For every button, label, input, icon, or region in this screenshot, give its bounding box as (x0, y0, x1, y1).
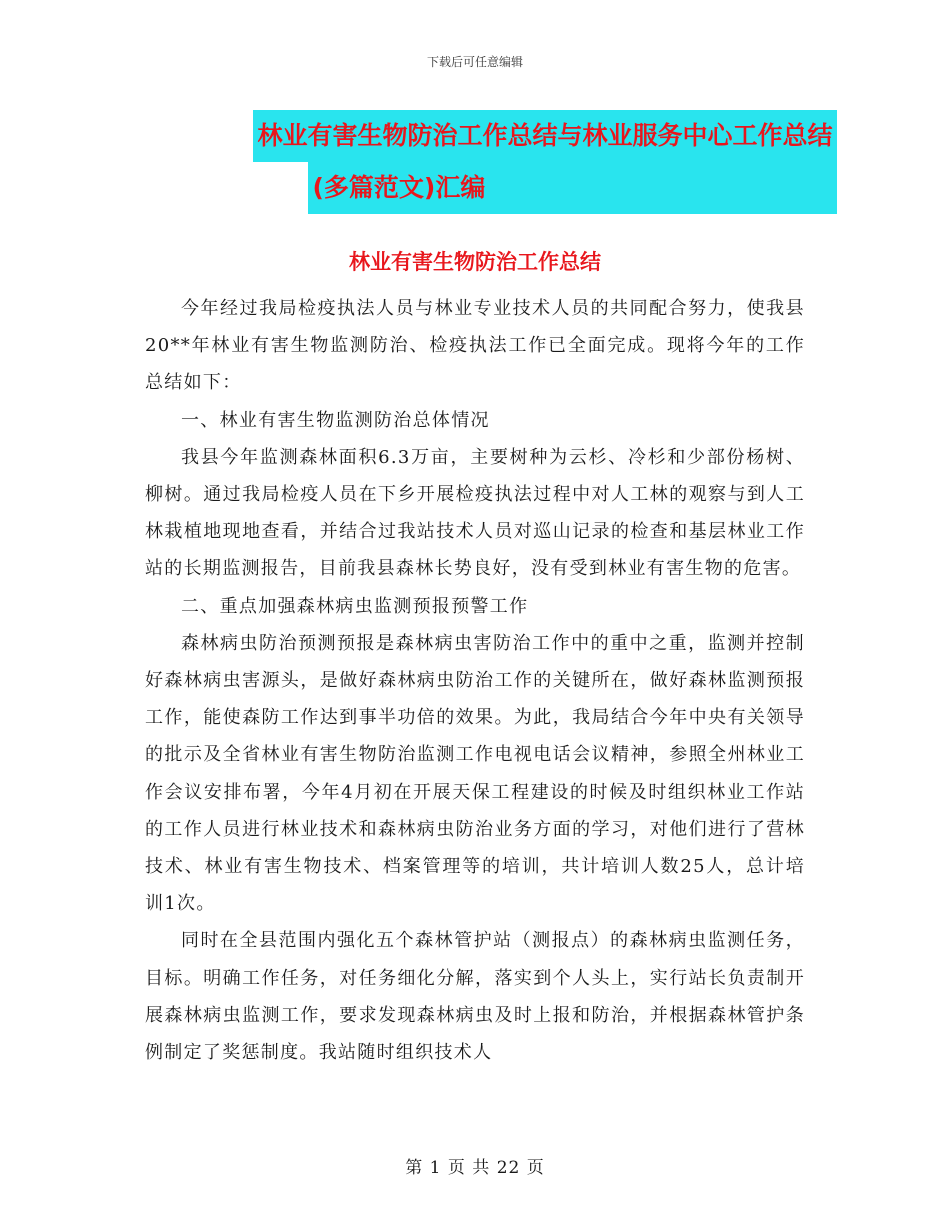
paragraph: 二、重点加强森林病虫监测预报预警工作 (181, 595, 529, 617)
section-title: 林业有害生物防治工作总结 (349, 250, 601, 274)
title-line-2-text: (多篇范文)汇编 (312, 173, 486, 202)
document-title (0, 110, 950, 214)
title-line-1-text: 林业有害生物防治工作总结与林业服务中心工作总结 (257, 121, 833, 150)
paragraph: 今年经过我局检疫执法人员与林业专业技术人员的共同配合努力，使我县20**年林业有害生物监测防治、检疫执法工作已全面完成。现将今年的工作总结如下： (145, 298, 805, 394)
title-line-1 (253, 110, 836, 162)
paragraph: 一、林业有害生物监测防治总体情况 (181, 409, 490, 431)
main-title (113, 110, 836, 214)
paragraph: 同时在全县范围内强化五个森林管护站（测报点）的森林病虫监测任务，目标。明确工作任务，对任务细化分解，落实到个人头上，实行站长负责制开展森林病虫监测工作，要求发现森林病虫及时上报和防治，并根据森林管护条例制定了奖惩制度。我站随时组织技术人 (145, 930, 805, 1064)
body-text (145, 290, 805, 1071)
header-note: 下载后可任意编辑 (426, 55, 523, 69)
paragraph: 我县今年监测森林面积6.3万亩，主要树种为云杉、冷杉和少部份杨树、柳树。通过我局检疫人员在下乡开展检疫执法过程中对人工林的观察与到人工林栽植地现地查看，并结合过我站技术人员对巡山记录的检查和基层林业工作站的长期监测报告，目前我县森林长势良好，没有受到林业有害生物的危害。 (145, 446, 805, 580)
title-line-2 (308, 162, 836, 214)
page-footer: 第 1 页 共 22 页 (405, 1158, 545, 1178)
paragraph: 森林病虫防治预测预报是森林病虫害防治工作中的重中之重，监测并控制好森林病虫害源头，是做好森林病虫防治工作的关键所在，做好森林监测预报工作，能使森防工作达到事半功倍的效果。为此，我局结合今年中央有关领导的批示及全省林业有害生物防治监测工作电视电话会议精神，参照全州林业工作会议安排布署，今年4月初在开展天保工程建设的时候及时组织林业工作站的工作人员进行林业技术和森林病虫防治业务方面的学习，对他们进行了营林技术、林业有害生物技术、档案管理等的培训，共计培训人数25人，总计培训1次。 (145, 632, 805, 915)
